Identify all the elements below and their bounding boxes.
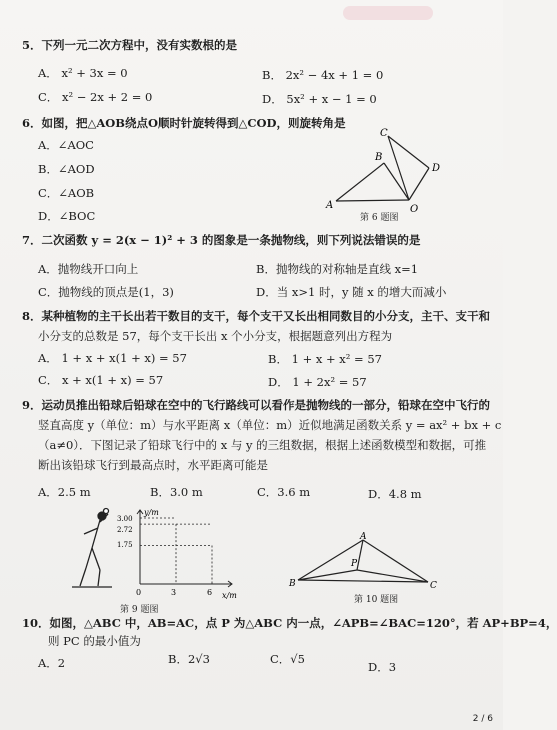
q6-segment-ao	[336, 200, 409, 201]
q9-xtick-6: 6	[207, 588, 213, 597]
q10-figure	[288, 530, 438, 590]
q9-ytick-272: 2.72	[117, 526, 133, 534]
q6-segment-cd	[388, 136, 429, 168]
q8-stem-line1: 8．某种植物的主干长出若干数目的支干，每个支干又长出相同数目的小分支，主干、支干和	[22, 309, 490, 323]
q6-label-d: D	[432, 163, 441, 174]
q9-option-a: A．2.5 m	[38, 485, 91, 499]
q8-option-b: B． 1 + x + x² = 57	[268, 352, 382, 366]
q6-label-a: A	[326, 200, 334, 211]
q6-stem: 6．如图，把△AOB绕点O顺时针旋转得到△COD，则旋转角是	[22, 116, 346, 130]
q9-ylabel: y/m	[144, 508, 159, 517]
q6-segment-ab	[336, 163, 384, 201]
q10-option-b: B．2√3	[168, 652, 210, 666]
q8-stem-line2: 小分支的总数是 57，每个支干长出 x 个小分支，根据题意列出方程为	[38, 329, 393, 343]
q10-label-p: P	[351, 559, 358, 569]
q6-segment-oc	[388, 136, 409, 200]
q6-segment-bo	[384, 163, 409, 200]
q10-segment-ac	[363, 540, 428, 582]
q9-figure	[72, 508, 252, 600]
q6-figure	[322, 128, 452, 218]
q5-option-d: D． 5x² + x − 1 = 0	[262, 92, 377, 106]
q7-option-a: A．抛物线开口向上	[38, 262, 139, 276]
q9-stem-line3: （a≠0）．下图记录了铅球飞行中的 x 与 y 的三组数据，根据上述函数模型和数据，可推	[38, 438, 487, 452]
q6-option-c: C．∠AOB	[38, 186, 95, 200]
q9-ytick-300: 3.00	[117, 515, 133, 523]
q6-caption: 第 6 题图	[360, 213, 399, 223]
q9-stem-line1: 9．运动员推出铅球后铅球在空中的飞行路线可以看作是抛物线的一部分，铅球在空中飞行的	[22, 398, 490, 412]
q10-label-c: C	[430, 581, 437, 591]
q9-xtick-0: 0	[136, 588, 142, 597]
q9-ytick-175: 1.75	[117, 541, 133, 549]
q6-label-o: O	[410, 204, 419, 215]
q5-option-b: B． 2x² − 4x + 1 = 0	[262, 68, 384, 82]
q9-xtick-3: 3	[171, 588, 177, 597]
q10-option-c: C．√5	[270, 652, 305, 666]
q7-stem: 7．二次函数 y = 2(x − 1)² + 3 的图象是一条抛物线，则下列说法错误的是	[22, 233, 421, 247]
ink-smudge	[343, 6, 433, 20]
q10-stem-line2: 则 PC 的最小值为	[48, 634, 141, 648]
q9-stem-line4: 断出该铅球飞行到最高点时，水平距离可能是	[38, 458, 268, 472]
q9-caption: 第 9 题图	[120, 605, 159, 615]
q8-option-c: C． x + x(1 + x) = 57	[38, 373, 164, 387]
page-number: 2 / 6	[472, 714, 493, 724]
q10-stem-line1: 10．如图，△ABC 中，AB=AC，点 P 为△ABC 内一点，∠APB=∠BAC=120°，若 AP+BP=4，	[22, 616, 557, 630]
q5-option-a: A． x² + 3x = 0	[38, 66, 128, 80]
q6-label-c: C	[380, 128, 388, 139]
q10-option-d: D．3	[368, 660, 397, 674]
q10-segment-ap	[357, 540, 363, 570]
q8-option-a: A． 1 + x + x(1 + x) = 57	[38, 351, 187, 365]
q9-option-d: D．4.8 m	[368, 487, 422, 501]
q10-option-a: A．2	[38, 656, 66, 670]
q6-label-b: B	[375, 152, 383, 163]
q7-option-b: B．抛物线的对称轴是直线 x=1	[256, 262, 419, 276]
q7-option-c: C．抛物线的顶点是(1，3)	[38, 285, 174, 299]
q10-caption: 第 10 题图	[354, 595, 399, 605]
q7-option-d: D．当 x>1 时，y 随 x 的增大而减小	[256, 285, 447, 299]
q10-label-b: B	[289, 579, 296, 589]
q6-option-a: A．∠AOC	[38, 138, 94, 152]
athlete-icon	[72, 509, 112, 588]
q6-segment-do	[409, 168, 429, 200]
q9-option-c: C．3.6 m	[257, 485, 311, 499]
q9-xlabel: x/m	[222, 591, 237, 600]
q8-option-d: D． 1 + 2x² = 57	[268, 375, 367, 389]
q10-segment-bc	[298, 580, 428, 582]
q9-option-b: B．3.0 m	[150, 485, 203, 499]
q9-stem-line2: 竖直高度 y（单位：m）与水平距离 x（单位：m）近似地满足函数关系 y = ax² + bx + c	[38, 418, 502, 432]
q10-label-a: A	[360, 532, 367, 542]
q5-option-c: C． x² − 2x + 2 = 0	[38, 90, 153, 104]
q6-option-d: D．∠BOC	[38, 209, 96, 223]
q10-segment-pc	[357, 570, 428, 582]
q5-stem: 5．下列一元二次方程中，没有实数根的是	[22, 38, 237, 52]
q6-option-b: B．∠AOD	[38, 162, 95, 176]
